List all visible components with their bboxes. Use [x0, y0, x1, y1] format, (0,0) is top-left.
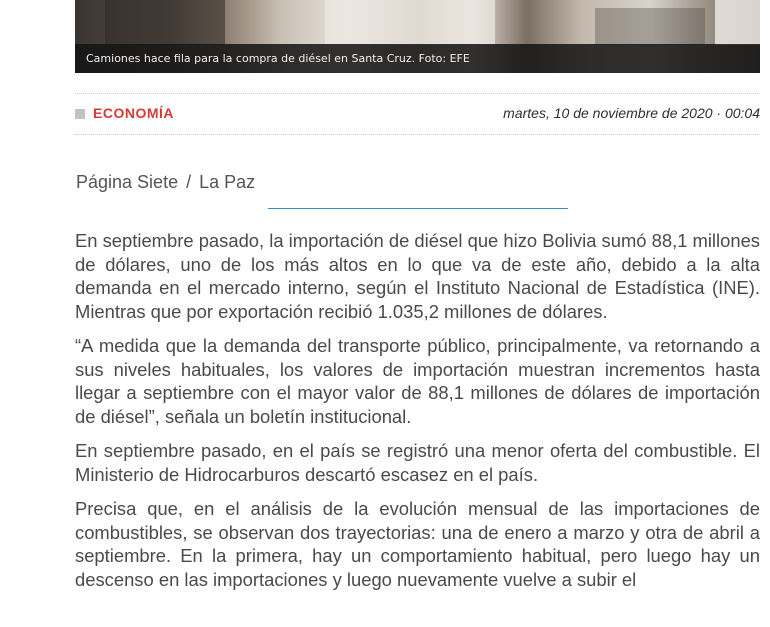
byline-divider	[268, 208, 568, 209]
photo-truck-shape	[105, 0, 225, 45]
byline	[76, 172, 255, 193]
article-paragraph: Precisa que, en el análisis de la evolución mensual de las importaciones de combustibles, se observan dos trayectorias: una de enero a marzo y otra de abril a septiembre. En la primera, hay un comportamiento habitual, pero luego hay un descenso en las importaciones y luego nuevamente vuelve a subir el	[75, 498, 760, 590]
article-meta-bar	[75, 93, 760, 135]
photo-truck-shape	[325, 0, 495, 45]
byline-source: Página Siete	[76, 172, 179, 192]
article-body	[75, 229, 760, 602]
photo-truck-shape	[595, 8, 705, 45]
section-link[interactable]: ECONOMÍA	[93, 105, 174, 121]
section-square-icon	[75, 109, 85, 119]
publish-date: martes, 10 de noviembre de 2020 · 00:04	[503, 105, 760, 121]
article-paragraph: En septiembre pasado, en el país se registró una menor oferta del combustible. El Ministerio de Hidrocarburos descartó escasez en el país.	[75, 440, 760, 485]
article-paragraph: En septiembre pasado, la importación de diésel que hizo Bolivia sumó 88,1 millones de dólares, uno de los más altos en lo que va de este año, debido a la alta demanda en el mercado interno, según el Instituto Nacional de Estadística (INE). Mientras que por exportación recibió 1.035,2 millones de dólares.	[75, 230, 760, 322]
article-paragraph: “A medida que la demanda del transporte público, principalmente, va retornando a sus niveles habituales, los valores de importación muestran incrementos hasta llegar a septiembre con el mayor valor de 88,1 millones de dólares de importación de diésel”, señala un boletín institucional.	[75, 335, 760, 427]
hero-image[interactable]	[75, 0, 760, 73]
byline-location: La Paz	[199, 172, 256, 192]
byline-separator: /	[186, 172, 192, 192]
photo-truck-shape	[715, 0, 760, 45]
photo-caption: Camiones hace fila para la compra de diésel en Santa Cruz. Foto: EFE	[75, 44, 760, 73]
